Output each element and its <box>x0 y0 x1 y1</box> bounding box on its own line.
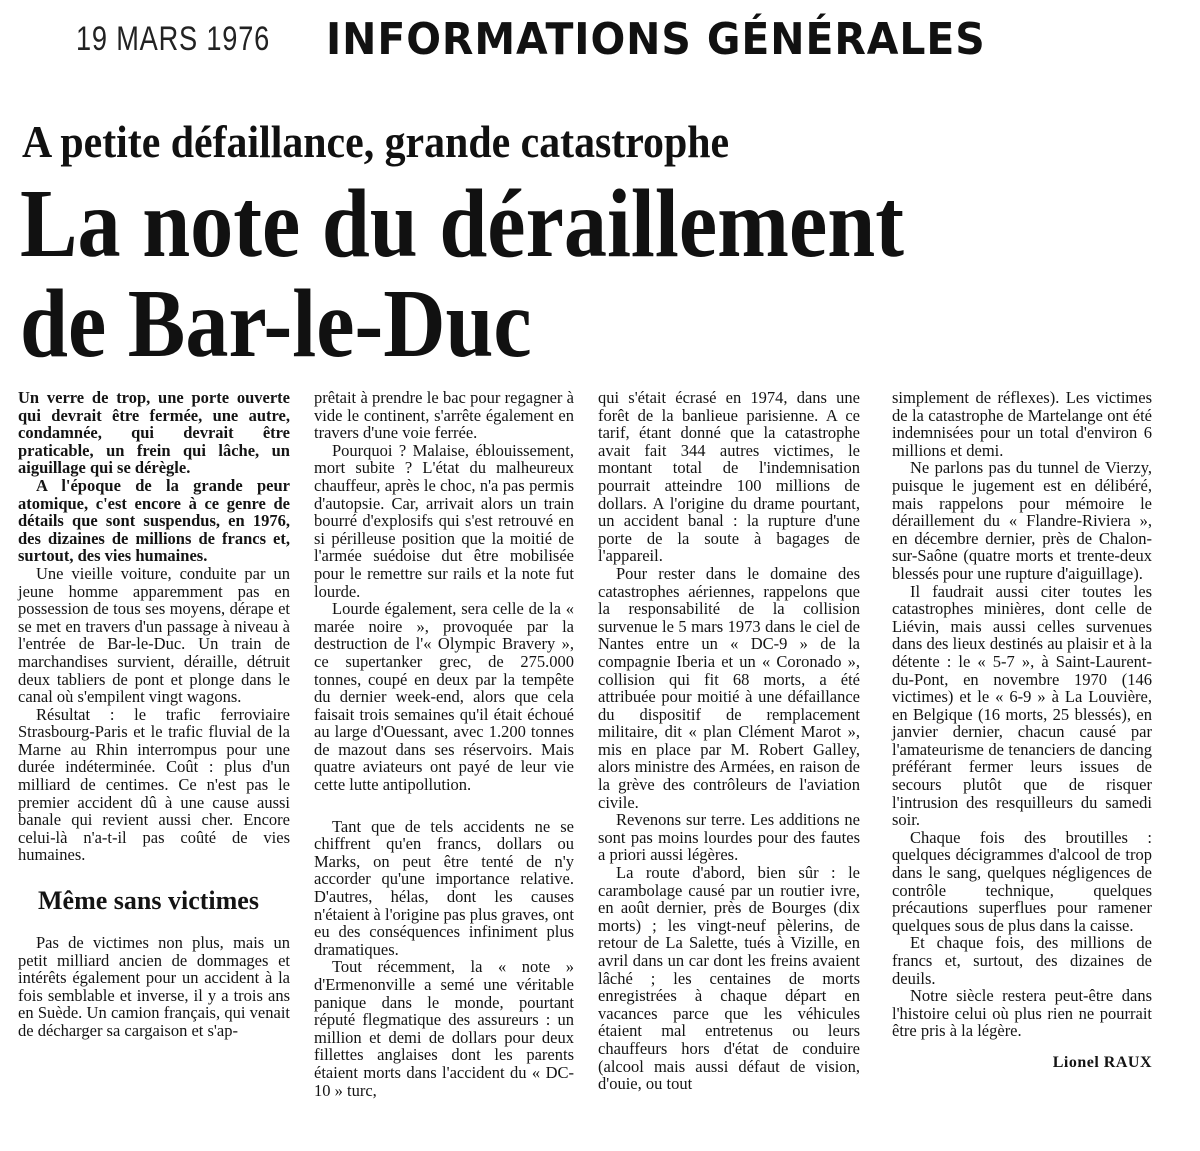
body-paragraph: Une vieille voiture, conduite par un jeune homme apparemment pas en possession de tous ses moyens, dérape et se met en travers d'un passage à niveau à l'entrée de Bar-le-Duc. Un train de marchandises survient, déraille, détruit deux tabliers de pont et plonge dans le canal où s'empilent vingt wagons. <box>18 563 290 707</box>
body-paragraph: Résultat : le trafic ferroviaire Strasbourg-Paris et le trafic fluvial de la Marne au Rhin interrompus pour une durée indéterminée. Coût : plus d'un milliard de centimes. Ce n'est pas le premier accident dû à une cause aussi banale qui revient aussi cher. Encore celui-là n'a-t-il pas coûté de vies humaines. <box>18 704 290 865</box>
body-paragraph: Revenons sur terre. Les additions ne sont pas moins lourdes pour des fautes a priori aussi légères. <box>598 810 860 865</box>
body-paragraph: simplement de réflexes). Les victimes de la catastrophe de Martelange ont été indemnisées pour un total d'environ 6 millions et demi. <box>892 388 1152 460</box>
body-paragraph: Tout récemment, la « note » d'Ermenonville a semé une véritable panique dans le monde, pourtant réputé flegmatique des assureurs : un million et demi de dollars pour deux fillettes anglaises dont les parents étaient morts dans l'accident du « DC-10 » turc, <box>314 957 574 1100</box>
body-paragraph: Il faudrait aussi citer toutes les catastrophes minières, dont celle de Liévin, mais aussi celles survenues dans des lieux destinés au plaisir et à la détente : le « 5-7 », à Saint-Laurent-du-Pont, en novembre 1970 (146 victimes) et le « 6-9 » à La Louvière, en Belgique (16 morts, 25 blessés), en janvier dernier, chacun causé par l'amateurisme de tenanciers de dancing préférant fermer leurs issues de secours plutôt que de risquer l'intrusion des resquilleurs du samedi soir. <box>892 581 1152 830</box>
body-paragraph: Pour rester dans le domaine des catastrophes aériennes, rappelons que la responsabilité de la collision survenue le 5 mars 1973 dans le ciel de Nantes entre un « DC-9 » de la compagnie Iberia et un « Coronado », collision qui fit 68 morts, a été attribuée pour moitié à une défaillance du dispositif de remplacement militaire, dit « plan Clément Marot », mis en place par M. Robert Galley, alors ministre des Armées, en raison de la grève des contrôleurs de l'aviation civile. <box>598 563 860 812</box>
text-column-1 <box>18 389 290 1040</box>
subheading: Même sans victimes <box>38 886 259 916</box>
lead-paragraph: A l'époque de la grande peur atomique, c'est encore à ce genre de détails que sont suspendus, en 1976, des dizaines de millions de francs et, surtout, des vies humaines. <box>18 475 290 566</box>
body-paragraph: Pourquoi ? Malaise, éblouissement, mort subite ? L'état du malheureux chauffeur, après le choc, n'a pas permis d'autopsie. Car, arrivait alors un train bourré d'explosifs qui s'est retrouvé en si périlleuse position que la moitié de l'armée suédoise dut être mobilisée pour le remettre sur rails et la note fut lourde. <box>314 440 574 601</box>
section-title: INFORMATIONS GÉNÉRALES <box>326 14 986 65</box>
text-column-2 <box>314 389 574 1099</box>
text-column-3 <box>598 389 860 1093</box>
body-paragraph: Notre siècle restera peut-être dans l'histoire celui où plus rien ne pourrait être pris à la légère. <box>892 986 1152 1041</box>
author-signature: Lionel RAUX <box>1052 1053 1152 1071</box>
body-paragraph: Ne parlons pas du tunnel de Vierzy, puisque le jugement est en délibéré, mais rappelons pour mémoire le déraillement du « Flandre-Riviera », en décembre dernier, près de Chalon-sur-Saône (quatre morts et trente-deux blessés pour une rupture d'aiguillage). <box>892 458 1152 583</box>
article-headline <box>20 170 1058 378</box>
body-paragraph: Chaque fois des broutilles : quelques décigrammes d'alcool de trop dans le sang, quelques négligences de contrôle technique, quelques précautions superflues pour ramener quelques sous de plus dans la caisse. <box>892 827 1152 935</box>
body-paragraph: La route d'abord, bien sûr : le carambolage causé par un routier ivre, en août dernier, près de Bourges (dix morts) ; les vingt-neuf pèlerins, de retour de La Salette, tués à Vizille, en avril dans un car dont les freins avaient lâché ; les centaines de morts enregistrées à chaque départ en vacances parce que les véhicules étaient mal entretenus ou leurs chauffeurs hors d'état de conduire (alcool mais aussi défaut de vision, d'ouie, ou tout <box>598 863 860 1094</box>
text-column-4 <box>892 389 1152 1072</box>
headline-line-2: de Bar-le-Duc <box>20 270 532 378</box>
body-paragraph: Et chaque fois, des millions de francs et, surtout, des dizaines de deuils. <box>892 933 1152 988</box>
headline-line-1: La note du déraillement <box>20 170 904 278</box>
article-kicker: A petite défaillance, grande catastrophe <box>22 117 730 167</box>
publication-date: 19 MARS 1976 <box>76 20 271 58</box>
body-paragraph: prêtait à prendre le bac pour regagner à vide le continent, s'arrête également en travers d'une voie ferrée. <box>314 388 574 443</box>
body-paragraph: Lourde également, sera celle de la « marée noire », provoquée par la destruction de l'« Olympic Bravery », ce supertanker grec, de 275.000 tonnes, coupé en deux par la tempête du dernier week-end, alors que cela faisait trois semaines qu'il était échoué au large d'Ouessant, avec 1.200 tonnes de mazout dans ses réservoirs. Mais quatre aviateurs ont payé de leur vie cette lutte antipollution. <box>314 599 574 795</box>
lead-paragraph: Un verre de trop, une porte ouverte qui devrait être fermée, une autre, condamnée, qui devrait être praticable, un frein qui lâche, un aiguillage qui se dérègle. <box>18 388 290 478</box>
body-paragraph: Pas de victimes non plus, mais un petit milliard ancien de dommages et intérêts également pour un accident à la fois semblable et inverse, il y a trois ans en Suède. Un camion français, qui venait de décharger sa cargaison et s'ap- <box>18 933 290 1040</box>
body-paragraph: qui s'était écrasé en 1974, dans une forêt de la banlieue parisienne. A ce tarif, étant donné que la catastrophe avait fait 344 autres victimes, le montant total de l'indemnisation pourrait atteindre 100 millions de dollars. A l'origine du drame pourtant, un accident banal : la rupture d'une porte de la soute à bagages de l'appareil. <box>598 388 860 566</box>
body-paragraph: Tant que de tels accidents ne se chiffrent qu'en francs, dollars ou Marks, on peut être tenté de n'y accorder qu'une importance relative. D'autres, hélas, dont les causes n'étaient à l'origine pas plus graves, ont eu des conséquences infiniment plus dramatiques. <box>314 816 574 959</box>
